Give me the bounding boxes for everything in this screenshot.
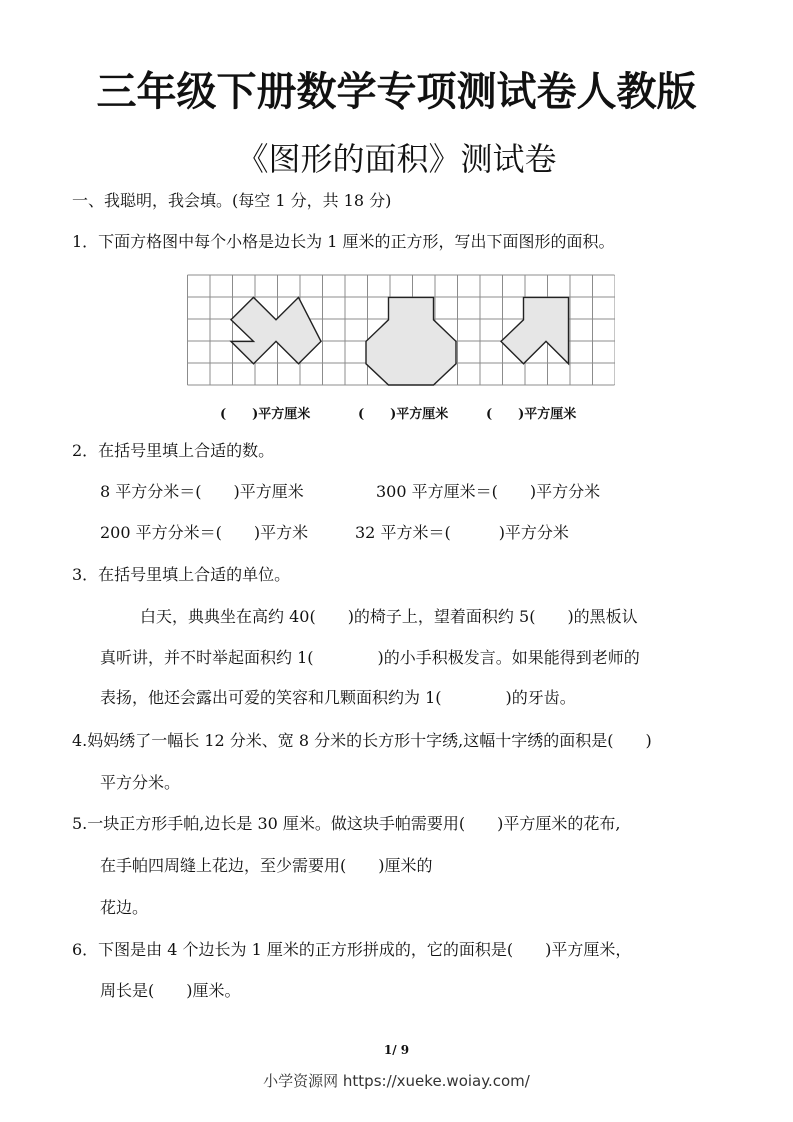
question-3-line2: 真听讲，并不时举起面积约 1( )的小手积极发言。如果能得到老师的: [100, 648, 640, 667]
page-subtitle: 《图形的面积》测试卷: [236, 140, 557, 178]
question-5-line1: 5.一块正方形手帕,边长是 30 厘米。做这块手帕需要用( )平方厘米的花布,: [72, 814, 621, 833]
grid-svg: [187, 271, 615, 389]
fish-shape: [231, 297, 321, 363]
question-5-line3: 花边。: [100, 898, 149, 917]
page-title: 三年级下册数学专项测试卷人教版: [96, 69, 697, 115]
question-2-line1a: 8 平方分米＝( )平方厘米: [100, 482, 304, 501]
question-6-line2: 周长是( )厘米。: [100, 981, 241, 1000]
question-2: 2．在括号里填上合适的数。: [72, 441, 275, 460]
caption-3: ( )平方厘米: [486, 407, 577, 422]
question-3-line1: 白天，典典坐在高约 40( )的椅子上，望着面积约 5( )的黑板认: [140, 607, 638, 626]
page-number: 1/ 9: [383, 1043, 410, 1057]
section-heading: 一、我聪明，我会填。(每空 1 分，共 18 分): [72, 191, 392, 210]
question-6-line1: 6．下图是由 4 个边长为 1 厘米的正方形拼成的，它的面积是( )平方厘米，: [72, 940, 632, 959]
vase-shape: [366, 297, 456, 385]
caption-2: ( )平方厘米: [358, 407, 449, 422]
question-1: 1．下面方格图中每个小格是边长为 1 厘米的正方形，写出下面图形的面积。: [72, 232, 615, 251]
question-2-line2a: 200 平方分米＝( )平方米: [100, 523, 309, 542]
question-5-line2: 在手帕四周缝上花边，至少需要用( )厘米的: [100, 856, 433, 875]
question-3: 3．在括号里填上合适的单位。: [72, 565, 291, 584]
caption-1: ( )平方厘米: [220, 407, 311, 422]
boot-shape: [501, 297, 569, 363]
question-4-line1: 4.妈妈绣了一幅长 12 分米、宽 8 分米的长方形十字绣,这幅十字绣的面积是( ): [72, 731, 652, 750]
question-4-line2: 平方分米。: [100, 773, 181, 792]
grid-figure: [187, 271, 615, 393]
footer-source: 小学资源网 https://xueke.woiay.com/: [263, 1072, 530, 1090]
question-2-line1b: 300 平方厘米＝( )平方分米: [376, 482, 601, 501]
question-3-line3: 表扬，他还会露出可爱的笑容和几颗面积约为 1( )的牙齿。: [100, 688, 576, 707]
question-2-line2b: 32 平方米＝( )平方分米: [355, 523, 569, 542]
